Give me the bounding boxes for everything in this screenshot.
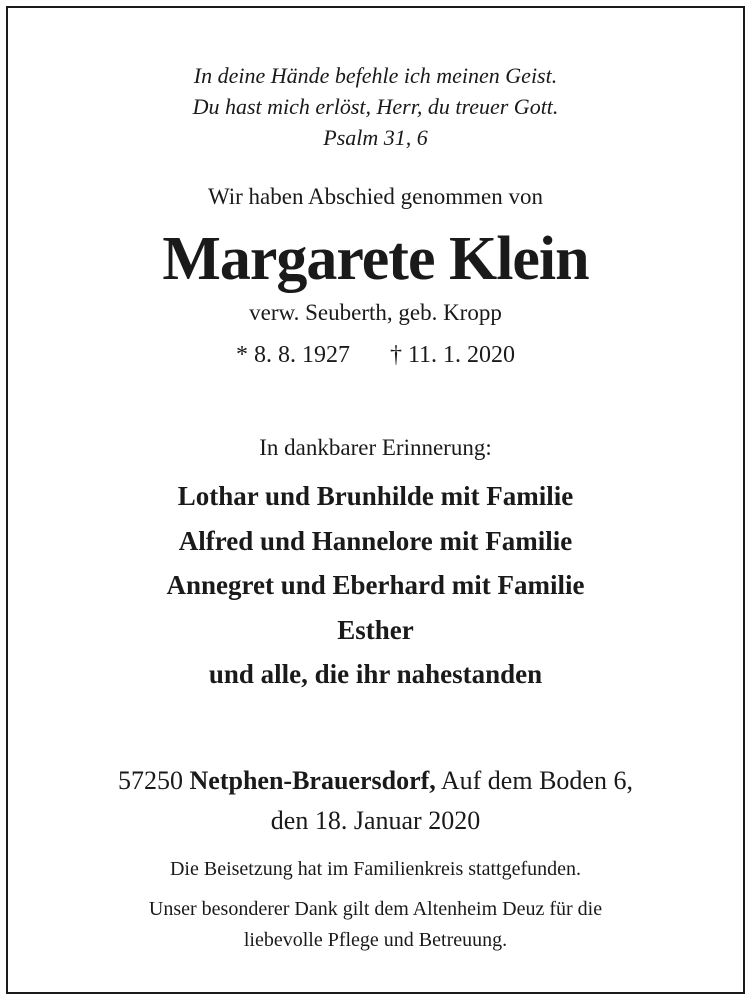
birth-date: * 8. 8. 1927	[235, 342, 350, 368]
life-dates	[8, 342, 743, 369]
address-block	[8, 761, 743, 841]
mourner-line: Esther	[337, 614, 414, 645]
memory-heading: In dankbarer Erinnerung:	[259, 435, 492, 460]
maiden-name: verw. Seuberth, geb. Kropp	[249, 300, 502, 325]
thanks-line-1: Unser besonderer Dank gilt dem Altenheim Deuz für die	[148, 898, 603, 920]
verse-line-1: In deine Hände befehle ich meinen Geist.	[193, 63, 558, 88]
mourner-line: und alle, die ihr nahestanden	[208, 659, 543, 689]
postcode: 57250	[118, 766, 184, 795]
verse-reference: Psalm 31, 6	[323, 125, 428, 150]
bible-verse	[8, 60, 743, 153]
town: Netphen-Brauersdorf,	[189, 766, 436, 795]
thanks-line-2: liebevolle Pflege und Betreuung.	[243, 929, 508, 951]
intro-line: Wir haben Abschied genommen von	[207, 184, 544, 209]
deceased-name: Margarete Klein	[162, 225, 589, 293]
thanks-note	[8, 894, 743, 956]
date-line: den 18. Januar 2020	[270, 806, 481, 835]
mourner-line: Alfred und Hannelore mit Familie	[178, 525, 573, 556]
verse-line-2: Du hast mich erlöst, Herr, du treuer Gott.	[192, 94, 559, 119]
death-date: † 11. 1. 2020	[389, 342, 516, 368]
obituary-notice	[6, 6, 745, 994]
burial-note: Die Beisetzung hat im Familienkreis stattgefunden.	[169, 858, 581, 880]
address-line	[8, 761, 743, 801]
street: Auf dem Boden 6,	[440, 766, 633, 795]
mourner-line: Annegret und Eberhard mit Familie	[166, 570, 585, 600]
mourner-line: Lothar und Brunhilde mit Familie	[177, 481, 574, 511]
mourners-list	[8, 474, 743, 697]
